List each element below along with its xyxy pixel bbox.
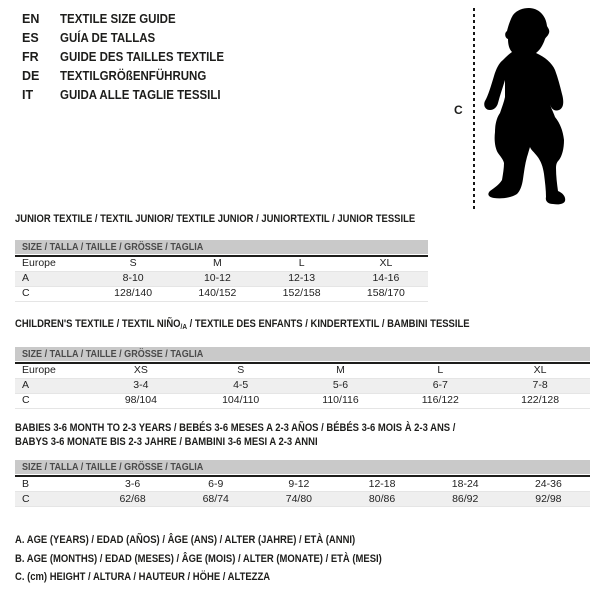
table-cell: XL xyxy=(490,363,590,379)
table-cell: 122/128 xyxy=(490,393,590,408)
table-cell: 24-36 xyxy=(507,476,590,492)
footnote-legend xyxy=(15,531,442,587)
language-row xyxy=(22,48,238,67)
table-cell: 7-8 xyxy=(490,378,590,393)
guide-title-it: GUIDA ALLE TAGLIE TESSILI xyxy=(60,88,221,102)
children-table-title: CHILDREN'S TEXTILE / TEXTIL $NIÑO_{/A}$ / TEXTILE DES ENFANTS / KINDERTEXTIL / BAMBINI TESSILE xyxy=(15,318,470,331)
row-label: Europe xyxy=(15,256,91,272)
table-cell: S xyxy=(91,256,175,272)
table-row xyxy=(15,363,590,379)
table-cell: XL xyxy=(344,256,428,272)
height-measure-dotted-line xyxy=(473,8,475,210)
measurement-figure xyxy=(440,0,600,220)
junior-size-table xyxy=(15,255,428,302)
table-cell: 68/74 xyxy=(174,492,257,507)
babies-table-title-line2: BABYS 3-6 MONATE BIS 2-3 JAHRE / BAMBINI 3-6 MESI A 2-3 ANNI xyxy=(15,435,318,448)
footnote-c: C. (cm) HEIGHT / ALTURA / HAUTEUR / HÖHE / ALTEZZA xyxy=(15,571,271,583)
row-label: C xyxy=(15,492,91,507)
language-code: DE xyxy=(22,69,40,83)
language-row xyxy=(22,86,238,105)
junior-size-table-section xyxy=(15,213,428,302)
language-row xyxy=(22,29,238,48)
nino-a-subscript: /A xyxy=(180,322,187,331)
table-cell: 12-13 xyxy=(260,271,344,286)
language-row xyxy=(22,10,238,29)
table-cell: 9-12 xyxy=(257,476,340,492)
language-code: FR xyxy=(22,50,39,64)
children-size-table-section xyxy=(15,318,590,409)
table-row xyxy=(15,492,590,507)
babies-size-table xyxy=(15,475,590,507)
toddler-silhouette-icon xyxy=(478,6,570,206)
table-cell: 80/86 xyxy=(340,492,423,507)
babies-size-table-section xyxy=(15,422,590,507)
guide-title-de: TEXTILGRÖßENFÜHRUNG xyxy=(60,69,207,83)
guide-title-fr: GUIDE DES TAILLES TEXTILE xyxy=(60,50,225,64)
table-row xyxy=(15,393,590,408)
table-cell: 12-18 xyxy=(340,476,423,492)
table-row xyxy=(15,271,428,286)
table-cell: S xyxy=(191,363,291,379)
table-cell: 74/80 xyxy=(257,492,340,507)
table-row xyxy=(15,378,590,393)
table-cell: 62/68 xyxy=(91,492,174,507)
junior-table-title: JUNIOR TEXTILE / TEXTIL JUNIOR/ TEXTILE JUNIOR / JUNIORTEXTIL / JUNIOR TESSILE xyxy=(15,213,416,225)
table-cell: 10-12 xyxy=(175,271,259,286)
table-row xyxy=(15,286,428,301)
table-cell: 110/116 xyxy=(291,393,391,408)
table-cell: 86/92 xyxy=(424,492,507,507)
language-code: IT xyxy=(22,88,34,102)
table-cell: M xyxy=(175,256,259,272)
language-code: EN xyxy=(22,12,40,26)
babies-table-title-line1: BABIES 3-6 MONTH TO 2-3 YEARS / BEBÉS 3-6 MESES A 2-3 AÑOS / BÉBÉS 3-6 MOIS À 2-3 ANS / xyxy=(15,422,456,434)
language-code: ES xyxy=(22,31,39,45)
table-cell: 6-9 xyxy=(174,476,257,492)
table-cell: L xyxy=(390,363,490,379)
table-cell: 4-5 xyxy=(191,378,291,393)
row-label: Europe xyxy=(15,363,91,379)
language-title-list xyxy=(22,10,238,105)
children-size-table xyxy=(15,362,590,409)
size-header-bar: SIZE / TALLA / TAILLE / GRÖSSE / TAGLIA xyxy=(22,347,204,360)
language-row xyxy=(22,67,238,86)
footnote-b: B. AGE (MONTHS) / EDAD (MESES) / ÂGE (MOIS) / ALTER (MONATE) / ETÀ (MESI) xyxy=(15,552,382,565)
guide-title-es: GUÍA DE TALLAS xyxy=(60,31,156,45)
table-cell: 3-4 xyxy=(91,378,191,393)
table-cell: 116/122 xyxy=(390,393,490,408)
table-row xyxy=(15,476,590,492)
guide-title-en: TEXTILE SIZE GUIDE xyxy=(60,12,176,26)
row-label: B xyxy=(15,476,91,492)
footnote-a: A. AGE (YEARS) / EDAD (AÑOS) / ÂGE (ANS) / ALTER (JAHRE) / ETÀ (ANNI) xyxy=(15,534,356,546)
table-cell: 5-6 xyxy=(291,378,391,393)
table-cell: 104/110 xyxy=(191,393,291,408)
table-cell: 6-7 xyxy=(390,378,490,393)
table-cell: 152/158 xyxy=(260,286,344,301)
table-cell: 3-6 xyxy=(91,476,174,492)
table-cell: XS xyxy=(91,363,191,379)
table-cell: M xyxy=(291,363,391,379)
height-measure-label: C xyxy=(454,103,463,117)
table-cell: L xyxy=(260,256,344,272)
table-row xyxy=(15,256,428,272)
table-cell: 128/140 xyxy=(91,286,175,301)
table-cell: 8-10 xyxy=(91,271,175,286)
table-cell: 98/104 xyxy=(91,393,191,408)
row-label: C xyxy=(15,286,91,301)
row-label: C xyxy=(15,393,91,408)
table-cell: 158/170 xyxy=(344,286,428,301)
size-header-bar: SIZE / TALLA / TAILLE / GRÖSSE / TAGLIA xyxy=(22,461,204,473)
table-cell: 140/152 xyxy=(175,286,259,301)
table-cell: 14-16 xyxy=(344,271,428,286)
table-cell: 92/98 xyxy=(507,492,590,507)
size-header-bar: SIZE / TALLA / TAILLE / GRÖSSE / TAGLIA xyxy=(22,240,204,253)
table-cell: 18-24 xyxy=(424,476,507,492)
row-label: A xyxy=(15,378,91,393)
row-label: A xyxy=(15,271,91,286)
